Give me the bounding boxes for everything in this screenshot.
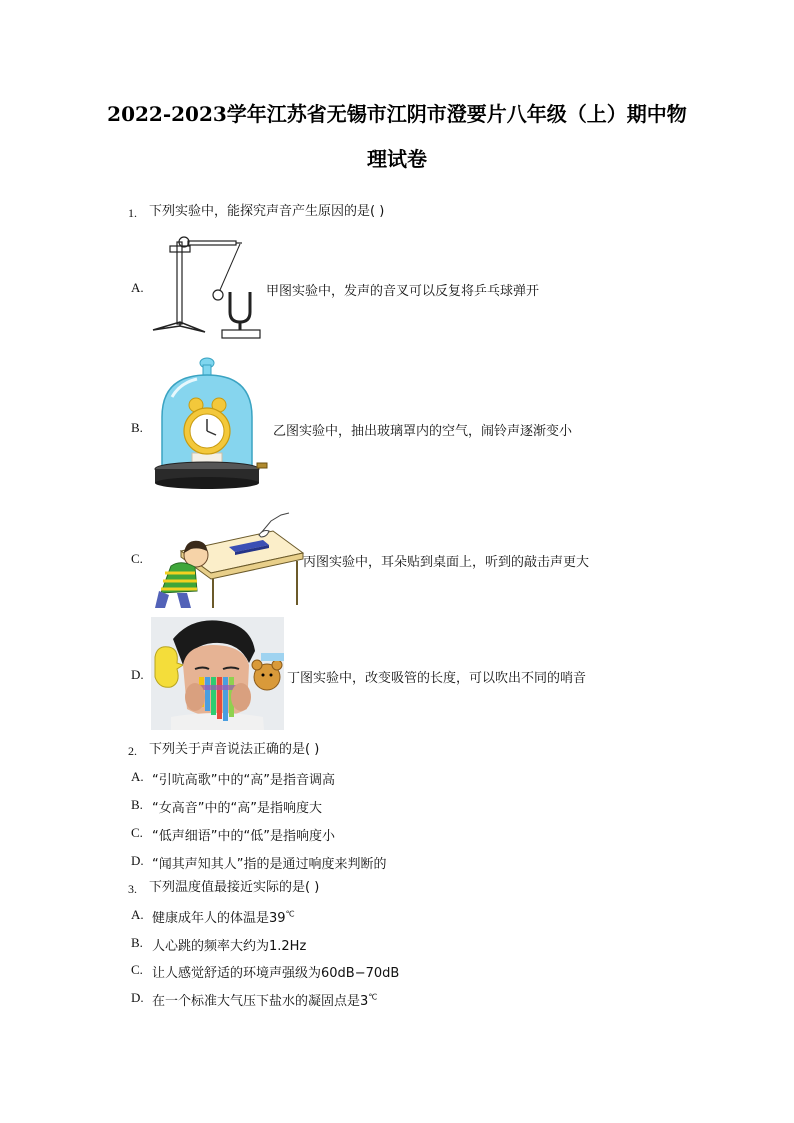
option-letter: A.	[131, 907, 144, 922]
straw-panpipe-photo	[151, 617, 284, 730]
question-number: 2.	[128, 744, 137, 758]
option-letter: A.	[131, 280, 144, 295]
option-letter: C.	[131, 551, 143, 566]
option-text: 丙图实验中，耳朵贴到桌面上，听到的敲击声更大	[303, 555, 590, 570]
option-text: “低声细语”中的“低”是指响度小	[152, 829, 335, 844]
question-stem: 下列关于声音说法正确的是( )	[149, 742, 320, 757]
option-text: 甲图实验中，发声的音叉可以反复将乒乓球弹开	[266, 284, 540, 299]
option-text	[152, 907, 295, 926]
option-text-main: 在一个标准大气压下盐水的凝固点是3	[152, 994, 369, 1009]
option-letter: C.	[131, 825, 143, 840]
question-number: 3.	[128, 882, 137, 896]
option-text: 人心跳的频率大约为1.2Hz	[152, 939, 307, 954]
option-text: “引吭高歌”中的“高”是指音调高	[152, 773, 335, 788]
degree-celsius-unit: ℃	[368, 992, 378, 1002]
option-letter: A.	[131, 769, 144, 784]
paper-title-line-2: 理试卷	[367, 147, 427, 171]
question-number: 1.	[128, 206, 137, 220]
option-text: 乙图实验中，抽出玻璃罩内的空气，闹铃声逐渐变小	[273, 424, 573, 439]
option-text-main: 健康成年人的体温是39	[152, 911, 286, 926]
bell-jar-alarm-clock-figure	[152, 357, 270, 497]
option-letter: B.	[131, 935, 143, 950]
option-letter: B.	[131, 420, 143, 435]
paper-title-line-1: 2022-2023学年江苏省无锡市江阴市澄要片八年级（上）期中物	[107, 102, 687, 126]
question-stem: 下列温度值最接近实际的是( )	[149, 880, 320, 895]
degree-celsius-unit: ℃	[285, 909, 295, 919]
option-text: 让人感觉舒适的环境声强级为60dB−70dB	[152, 966, 400, 981]
option-letter: B.	[131, 797, 143, 812]
option-letter: D.	[131, 853, 144, 868]
option-letter: C.	[131, 962, 143, 977]
option-letter: D.	[131, 667, 144, 682]
option-text: 丁图实验中，改变吸管的长度，可以吹出不同的哨音	[287, 671, 587, 686]
option-text: “闻其声知其人”指的是通过响度来判断的	[152, 857, 387, 872]
option-text: “女高音”中的“高”是指响度大	[152, 801, 322, 816]
ear-on-table-figure	[151, 511, 304, 609]
option-letter: D.	[131, 990, 144, 1005]
option-text	[152, 990, 377, 1009]
tuning-fork-pendulum-figure	[150, 232, 265, 344]
question-stem: 下列实验中，能探究声音产生原因的是( )	[149, 204, 385, 219]
